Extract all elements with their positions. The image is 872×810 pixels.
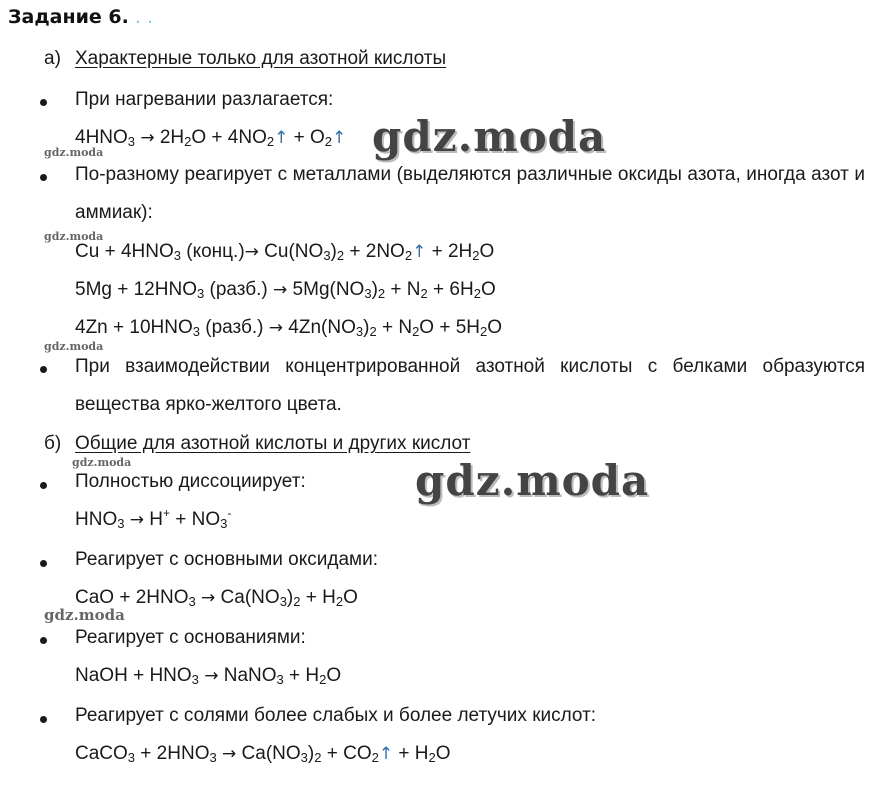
watermark-small: gdz.moda (44, 230, 104, 243)
section-b-bullet-3: Реагирует с основаниями: (75, 627, 306, 648)
bullet-marker (40, 174, 47, 181)
bullet-marker (40, 99, 47, 106)
watermark-small: gdz.moda (44, 606, 125, 624)
section-b-bullet-2: Реагирует с основными оксидами: (75, 549, 378, 570)
section-b-bullet-4: Реагирует с солями более слабых и более летучих кислот: (75, 705, 597, 726)
equation-a2: $Cu + 4HNO_3$ (конц.)→ $Cu(NO_3)_2$ + $2NO_2↑ + 2H_2O$ (75, 241, 495, 263)
watermark-small: gdz.moda (44, 340, 104, 353)
section-a-heading: Характерные только для азотной кислоты (75, 48, 447, 69)
equation-b4: CaCO$_3$ + $2HNO_3 \to Ca(NO_3)_2$ + $CO_2↑ + H_2O$ (75, 743, 451, 765)
equation-b2: CaO + $2HNO_3 \to Ca(NO_3)_2 + H_2O$ (75, 587, 358, 609)
watermark-small: gdz.moda (72, 456, 132, 469)
section-b-bullet-1: Полностью диссоциирует: (75, 471, 306, 492)
watermark-large: gdz.moda (415, 456, 650, 505)
equation-a1: $4HNO_3 \to 2H_2O$ + $4NO_2↑$ + $O_2↑$ (75, 127, 347, 149)
section-a-label: а) (44, 48, 61, 69)
section-a-bullet-2: По-разному реагирует с металлами (выделяются различные оксиды азота, иногда азот и аммиак): (75, 164, 865, 223)
section-a-bullet-3: При взаимодействии концентрированной азотной кислоты с белками образуются вещества ярко-желтого цвета. (75, 356, 865, 415)
equation-a3: $5Mg + 12HNO_3$ (разб.) → $5Mg(NO_3)_2 + N_2 + 6H_2O$ (75, 279, 496, 301)
bullet-marker (40, 716, 47, 723)
section-b-heading: Общие для азотной кислоты и других кислот (75, 433, 471, 454)
bullet-marker (40, 482, 47, 489)
section-b-label: б) (44, 433, 62, 454)
bullet-marker (40, 366, 47, 373)
equation-a4: $4Zn + 10HNO_3$ (разб.) → $4Zn(NO_3)_2 + N_2O + 5H_2O$ (75, 317, 503, 339)
watermark-large: gdz.moda (372, 112, 607, 161)
bullet-marker (40, 637, 47, 644)
watermark-small: gdz.moda (44, 146, 104, 159)
equation-b3: NaOH + $HNO_3$ → NaNO$_3$ + $H_2O$ (75, 665, 342, 687)
equation-b1: $HNO_3 \to H^+ + NO_3^-$ (75, 506, 232, 531)
section-a-bullet-1: При нагревании разлагается: (75, 89, 334, 110)
bullet-marker (40, 560, 47, 567)
task-title: Задание 6. . . (8, 6, 154, 28)
